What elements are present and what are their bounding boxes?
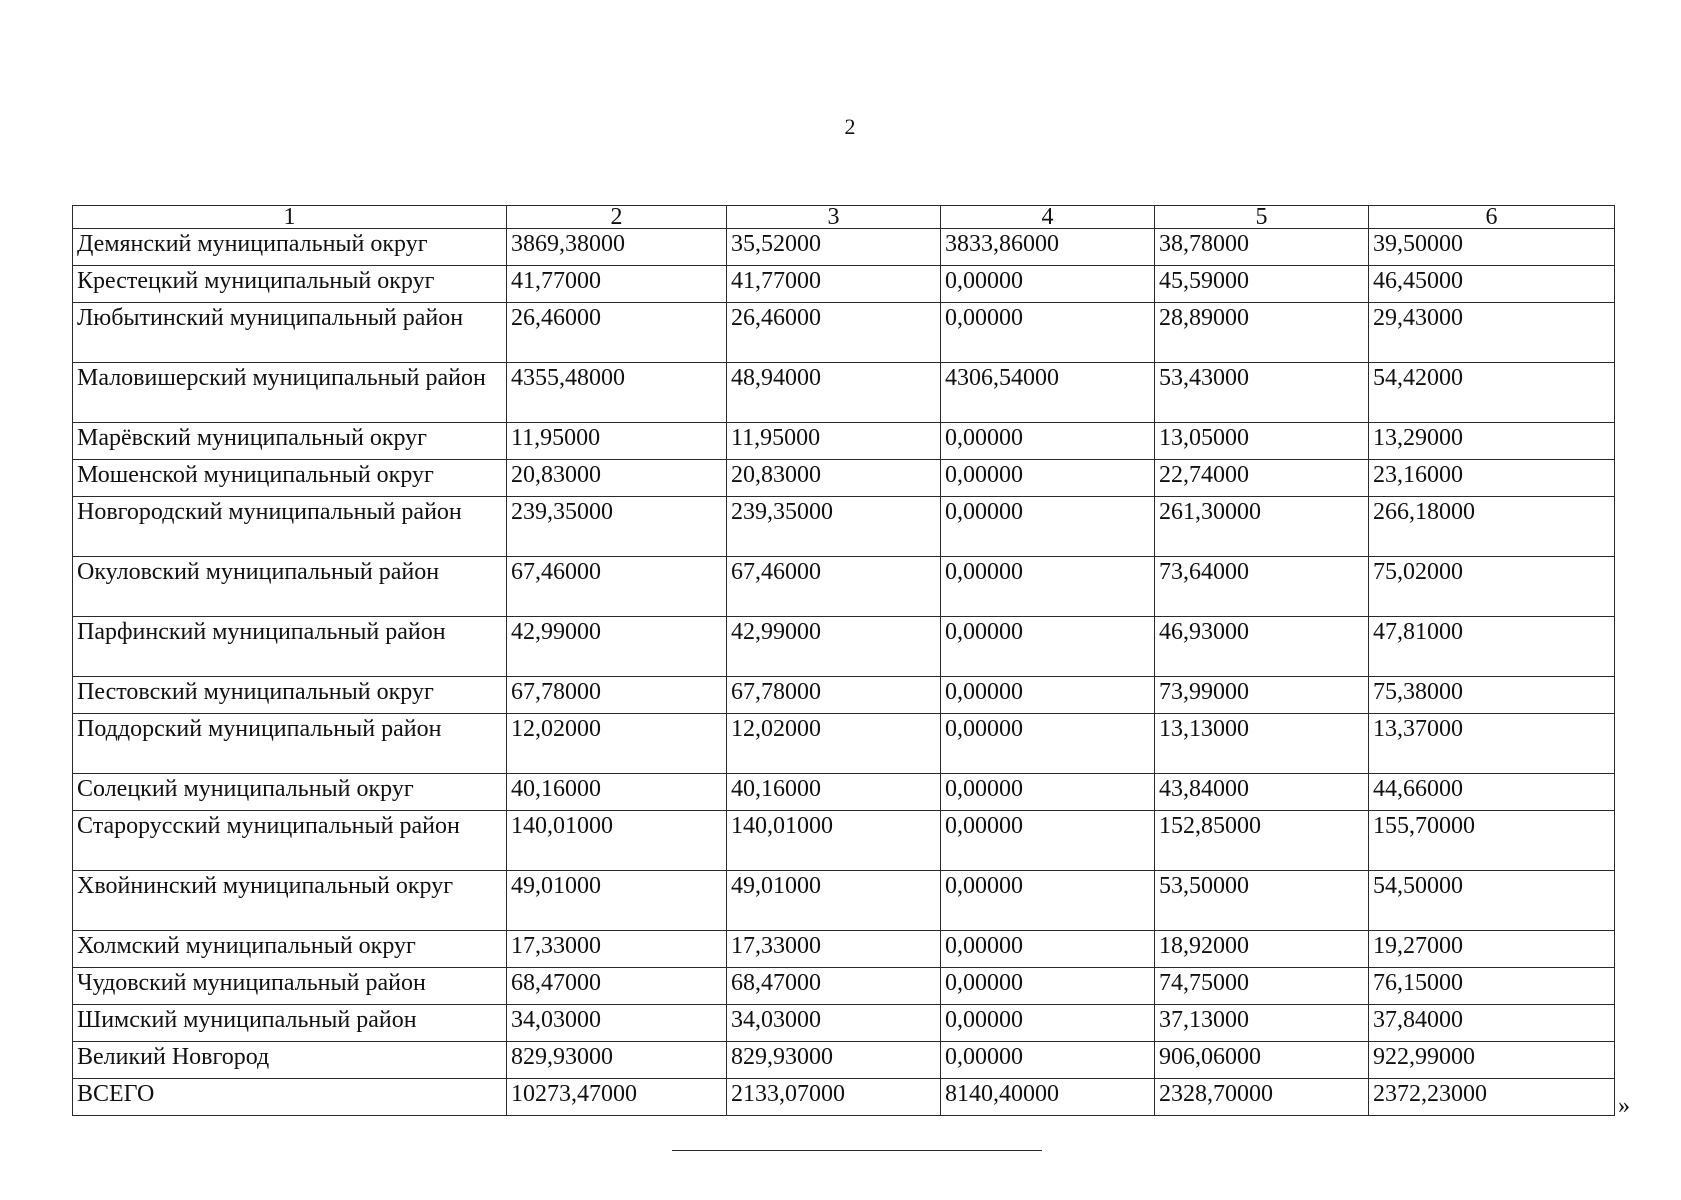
row-value-col4: 0,00000: [941, 1042, 1155, 1079]
row-value-col4: 0,00000: [941, 677, 1155, 714]
row-value-col4: 0,00000: [941, 811, 1155, 871]
row-value-col3: 140,01000: [727, 811, 941, 871]
row-name: Демянский муниципальный округ: [73, 229, 507, 266]
table-row: [73, 811, 1615, 871]
row-value-col3: 67,46000: [727, 557, 941, 617]
row-value-col3: 68,47000: [727, 968, 941, 1005]
row-value-col4: 0,00000: [941, 931, 1155, 968]
row-value-col2: 12,02000: [507, 714, 727, 774]
row-name: Старорусский муниципальный район: [73, 811, 507, 871]
row-value-col6: 266,18000: [1369, 497, 1615, 557]
row-value-col2: 11,95000: [507, 423, 727, 460]
row-value-col5: 28,89000: [1155, 303, 1369, 363]
row-value-col2: 4355,48000: [507, 363, 727, 423]
total-value-col5: 2328,70000: [1155, 1079, 1369, 1116]
column-number-5: 5: [1155, 206, 1369, 229]
row-value-col6: 76,15000: [1369, 968, 1615, 1005]
row-value-col2: 49,01000: [507, 871, 727, 931]
row-name: Окуловский муниципальный район: [73, 557, 507, 617]
row-value-col6: 54,50000: [1369, 871, 1615, 931]
row-name: Великий Новгород: [73, 1042, 507, 1079]
row-value-col2: 26,46000: [507, 303, 727, 363]
row-value-col5: 906,06000: [1155, 1042, 1369, 1079]
row-name: Крестецкий муниципальный округ: [73, 266, 507, 303]
page-number: 2: [844, 114, 856, 139]
row-value-col6: 75,02000: [1369, 557, 1615, 617]
row-value-col4: 4306,54000: [941, 363, 1155, 423]
row-value-col4: 0,00000: [941, 460, 1155, 497]
total-value-col6: 2372,23000: [1369, 1079, 1615, 1116]
row-value-col4: 0,00000: [941, 557, 1155, 617]
row-name: Мошенской муниципальный округ: [73, 460, 507, 497]
row-value-col5: 13,05000: [1155, 423, 1369, 460]
table-header-row: [73, 206, 1615, 229]
row-name: Пестовский муниципальный округ: [73, 677, 507, 714]
row-value-col2: 34,03000: [507, 1005, 727, 1042]
row-value-col5: 53,50000: [1155, 871, 1369, 931]
row-value-col2: 20,83000: [507, 460, 727, 497]
row-value-col2: 42,99000: [507, 617, 727, 677]
row-value-col6: 23,16000: [1369, 460, 1615, 497]
row-value-col3: 11,95000: [727, 423, 941, 460]
row-value-col4: 3833,86000: [941, 229, 1155, 266]
row-value-col3: 41,77000: [727, 266, 941, 303]
row-value-col6: 13,37000: [1369, 714, 1615, 774]
row-value-col5: 73,64000: [1155, 557, 1369, 617]
row-name: Новгородский муниципальный район: [73, 497, 507, 557]
table-row: [73, 1005, 1615, 1042]
table-row: [73, 303, 1615, 363]
row-value-col5: 37,13000: [1155, 1005, 1369, 1042]
row-value-col3: 20,83000: [727, 460, 941, 497]
column-number-2: 2: [507, 206, 727, 229]
total-label: ВСЕГО: [73, 1079, 507, 1116]
table-row: [73, 871, 1615, 931]
table-row: [73, 497, 1615, 557]
row-value-col6: 54,42000: [1369, 363, 1615, 423]
row-value-col5: 74,75000: [1155, 968, 1369, 1005]
row-value-col4: 0,00000: [941, 871, 1155, 931]
row-name: Любытинский муниципальный район: [73, 303, 507, 363]
row-value-col4: 0,00000: [941, 497, 1155, 557]
row-name: Поддорский муниципальный район: [73, 714, 507, 774]
table-row: [73, 1042, 1615, 1079]
row-value-col5: 53,43000: [1155, 363, 1369, 423]
data-table: [72, 205, 1615, 1116]
row-value-col2: 41,77000: [507, 266, 727, 303]
row-value-col2: 140,01000: [507, 811, 727, 871]
table-row: [73, 266, 1615, 303]
row-name: Маловишерский муниципальный район: [73, 363, 507, 423]
table-total-row: [73, 1079, 1615, 1116]
row-value-col5: 45,59000: [1155, 266, 1369, 303]
row-value-col4: 0,00000: [941, 1005, 1155, 1042]
row-value-col2: 239,35000: [507, 497, 727, 557]
row-value-col6: 155,70000: [1369, 811, 1615, 871]
row-value-col2: 67,78000: [507, 677, 727, 714]
row-value-col6: 19,27000: [1369, 931, 1615, 968]
row-value-col6: 922,99000: [1369, 1042, 1615, 1079]
row-value-col3: 35,52000: [727, 229, 941, 266]
row-value-col4: 0,00000: [941, 774, 1155, 811]
row-value-col6: 37,84000: [1369, 1005, 1615, 1042]
row-value-col2: 67,46000: [507, 557, 727, 617]
row-value-col2: 40,16000: [507, 774, 727, 811]
closing-quote-mark: »: [1618, 1093, 1630, 1119]
row-value-col3: 12,02000: [727, 714, 941, 774]
row-value-col2: 68,47000: [507, 968, 727, 1005]
row-value-col5: 18,92000: [1155, 931, 1369, 968]
row-name: Парфинский муниципальный район: [73, 617, 507, 677]
column-number-6: 6: [1369, 206, 1615, 229]
table-row: [73, 677, 1615, 714]
row-value-col3: 34,03000: [727, 1005, 941, 1042]
row-value-col3: 26,46000: [727, 303, 941, 363]
row-value-col5: 152,85000: [1155, 811, 1369, 871]
row-value-col6: 13,29000: [1369, 423, 1615, 460]
row-value-col3: 49,01000: [727, 871, 941, 931]
row-value-col2: 3869,38000: [507, 229, 727, 266]
end-of-document-rule: [672, 1150, 1042, 1151]
row-value-col5: 22,74000: [1155, 460, 1369, 497]
table-row: [73, 363, 1615, 423]
row-value-col6: 75,38000: [1369, 677, 1615, 714]
row-value-col4: 0,00000: [941, 303, 1155, 363]
row-value-col4: 0,00000: [941, 617, 1155, 677]
row-value-col4: 0,00000: [941, 714, 1155, 774]
row-value-col6: 29,43000: [1369, 303, 1615, 363]
row-value-col3: 40,16000: [727, 774, 941, 811]
table-row: [73, 229, 1615, 266]
row-value-col5: 43,84000: [1155, 774, 1369, 811]
row-name: Шимский муниципальный район: [73, 1005, 507, 1042]
table-row: [73, 774, 1615, 811]
table-row: [73, 460, 1615, 497]
column-number-3: 3: [727, 206, 941, 229]
row-value-col3: 17,33000: [727, 931, 941, 968]
row-value-col5: 13,13000: [1155, 714, 1369, 774]
row-name: Хвойнинский муниципальный округ: [73, 871, 507, 931]
row-value-col4: 0,00000: [941, 423, 1155, 460]
table-row: [73, 931, 1615, 968]
column-number-1: 1: [73, 206, 507, 229]
row-name: Солецкий муниципальный округ: [73, 774, 507, 811]
row-value-col5: 38,78000: [1155, 229, 1369, 266]
row-value-col3: 42,99000: [727, 617, 941, 677]
table-row: [73, 968, 1615, 1005]
row-value-col2: 829,93000: [507, 1042, 727, 1079]
table-row: [73, 617, 1615, 677]
row-value-col5: 261,30000: [1155, 497, 1369, 557]
row-value-col6: 46,45000: [1369, 266, 1615, 303]
row-value-col3: 67,78000: [727, 677, 941, 714]
total-value-col4: 8140,40000: [941, 1079, 1155, 1116]
row-value-col4: 0,00000: [941, 266, 1155, 303]
row-value-col4: 0,00000: [941, 968, 1155, 1005]
row-value-col2: 17,33000: [507, 931, 727, 968]
row-name: Холмский муниципальный округ: [73, 931, 507, 968]
row-name: Чудовский муниципальный район: [73, 968, 507, 1005]
row-value-col6: 47,81000: [1369, 617, 1615, 677]
table-row: [73, 423, 1615, 460]
row-value-col3: 239,35000: [727, 497, 941, 557]
row-value-col3: 48,94000: [727, 363, 941, 423]
row-value-col5: 46,93000: [1155, 617, 1369, 677]
row-value-col3: 829,93000: [727, 1042, 941, 1079]
column-number-4: 4: [941, 206, 1155, 229]
row-value-col6: 44,66000: [1369, 774, 1615, 811]
total-value-col2: 10273,47000: [507, 1079, 727, 1116]
table-row: [73, 714, 1615, 774]
row-name: Марёвский муниципальный округ: [73, 423, 507, 460]
total-value-col3: 2133,07000: [727, 1079, 941, 1116]
row-value-col6: 39,50000: [1369, 229, 1615, 266]
table-row: [73, 557, 1615, 617]
row-value-col5: 73,99000: [1155, 677, 1369, 714]
